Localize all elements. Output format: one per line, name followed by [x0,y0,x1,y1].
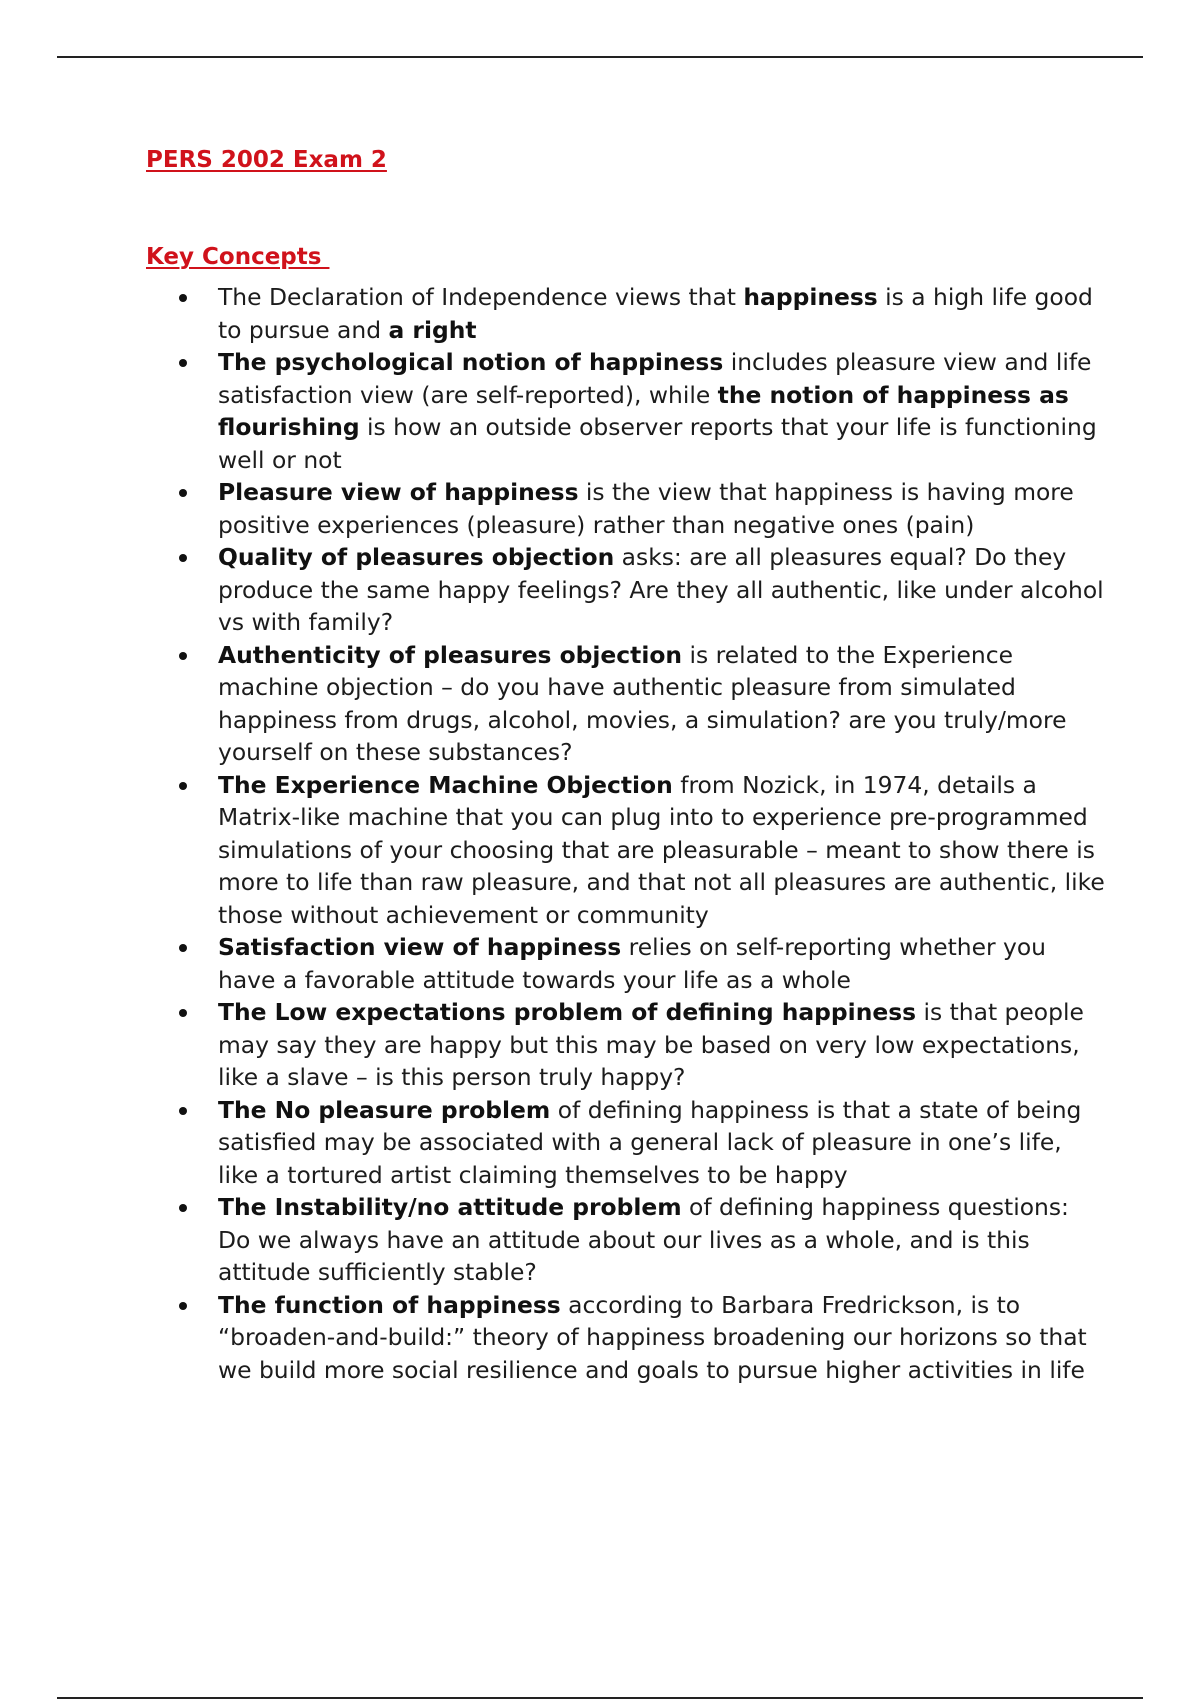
list-item [146,476,1106,541]
bullet-icon [179,1107,187,1115]
bottom-rule [57,1697,1143,1699]
item-term: The Instability/no attitude problem [218,1193,682,1221]
item-term: Authenticity of pleasures objection [218,640,683,669]
item-term: Pleasure view of happiness [218,478,579,506]
item-text: of defining happiness questions: Do we always have an attitude about our lives as a whole, and is this attitude sufficiently stable? [218,1193,1069,1286]
list-item [146,931,1106,996]
bullet-icon [179,1302,187,1310]
item-text: is related to the Experience machine objection – do you have authentic pleasure from simulated happiness from drugs, alcohol, movies, a simulation? are you truly/more yourself on these substances? [218,640,1067,766]
list-item [146,1191,1106,1289]
bullet-icon [179,782,187,790]
bullet-icon [179,489,187,497]
bullet-icon [179,944,187,952]
item-term: the notion of happiness as flourishing [218,380,1069,441]
list-item [146,1289,1106,1387]
item-text: includes pleasure view and life satisfaction view (are self-reported), while [218,348,1092,409]
item-term: The function of happiness [218,1290,561,1319]
item-text: according to Barbara Fredrickson, is to “broaden-and-build:” theory of happiness broadening our horizons so that we build more social resilience and goals to pursue higher activities in life [218,1290,1087,1384]
bullet-icon [179,1204,187,1212]
list-item [146,346,1106,476]
key-concepts-list [146,281,1106,1386]
list-item [146,281,1106,346]
item-term: The psychological notion of happiness [218,348,724,376]
bullet-icon [179,652,187,660]
bullet-icon [179,1009,187,1017]
item-term: The No pleasure problem [218,1095,551,1124]
document-title: PERS 2002 Exam 2 [146,147,387,173]
item-text: is how an outside observer reports that your life is functioning well or not [218,413,1097,474]
list-item [146,996,1106,1094]
bullet-icon [179,359,187,367]
item-term: Satisfaction view of happiness [218,933,622,961]
item-term: The Low expectations problem of defining happiness [218,998,917,1026]
list-item [146,769,1106,932]
section-heading-key-concepts: Key Concepts [146,244,330,270]
document-body [146,142,1106,1386]
list-item [146,541,1106,639]
item-text: The Declaration of Independence views that [218,283,744,311]
top-rule [57,56,1143,58]
list-item [146,639,1106,769]
item-term: Quality of pleasures objection [218,543,615,571]
item-text: is a high life good to pursue and [218,283,1093,344]
item-term: The Experience Machine Objection [218,770,673,799]
item-text: is the view that happiness is having more positive experiences (pleasure) rather than negative ones (pain) [218,478,1074,539]
item-term: happiness [743,283,878,311]
list-item [146,1094,1106,1192]
bullet-icon [179,554,187,562]
item-text: asks: are all pleasures equal? Do they produce the same happy feelings? Are they all authentic, like under alcohol vs with family? [218,543,1104,636]
bullet-icon [179,294,187,302]
item-text: from Nozick, in 1974, details a Matrix-like machine that you can plug into to experience pre-programmed simulations of your choosing that are pleasurable – meant to show there is more to life than raw pleasure, and that not all pleasures are authentic, like those without achievement or community [218,770,1105,929]
item-text: is that people may say they are happy but this may be based on very low expectations, like a slave – is this person truly happy? [218,998,1084,1091]
item-text: of defining happiness is that a state of being satisfied may be associated with a general lack of pleasure in one’s life, like a tortured artist claiming themselves to be happy [218,1095,1082,1189]
item-term: a right [388,315,477,344]
item-text: relies on self-reporting whether you have a favorable attitude towards your life as a whole [218,933,1047,994]
